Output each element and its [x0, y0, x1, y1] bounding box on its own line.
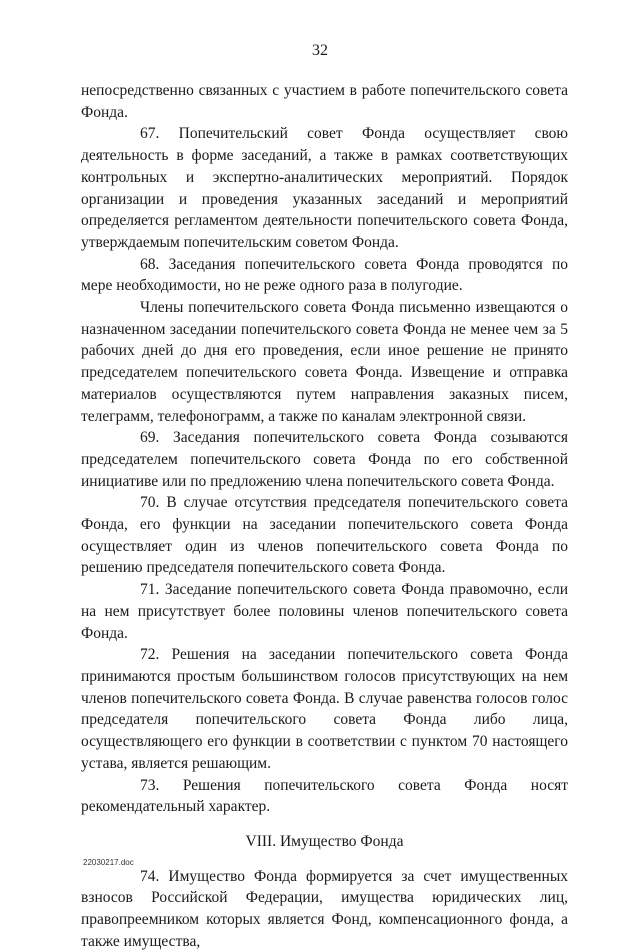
footer-file-code: 22030217.doc: [83, 858, 134, 867]
page-number: 32: [312, 42, 328, 59]
paragraph-continuation: непосредственно связанных с участием в работе попечительского совета Фонда.: [81, 82, 568, 121]
paragraph-71: 71. Заседание попечительского совета Фонда правомочно, если на нем присутствует более половины членов попечительского совета Фонда.: [81, 581, 568, 642]
paragraph-72: 72. Решения на заседании попечительского совета Фонда принимаются простым большинством голосов присутствующих на нем членов попечительского совета Фонда. В случае равенства голосов голос председателя попечительского совета Фонда либо лица, осуществляющего его функции в соответствии с пунктом 70 настоящего устава, является решающим.: [81, 646, 568, 772]
paragraph-69: 69. Заседания попечительского совета Фонда созываются председателем попечительского совета Фонда по его собственной инициативе или по предложению члена попечительского совета Фонда.: [81, 429, 568, 490]
paragraph-73: 73. Решения попечительского совета Фонда носят рекомендательный характер.: [81, 776, 568, 816]
paragraph-notification: Члены попечительского совета Фонда письменно извещаются о назначенном заседании попечительского совета Фонда не менее чем за 5 рабочих дней до дня его проведения, если иное решение не принято председателем попечительского совета Фонда. Извещение и отправка материалов осуществляются путем направления заказных писем, телеграмм, телефонограмм, а также по каналам электронной связи.: [81, 299, 568, 425]
paragraph-67: 67. Попечительский совет Фонда осуществляет свою деятельность в форме заседаний, а также в рамках соответствующих контрольных и экспертно-аналитических мероприятий. Порядок организации и проведения указанных заседаний и мероприятий определяется регламентом деятельности попечительского совета Фонда, утверждаемым попечительским советом Фонда.: [81, 125, 568, 251]
paragraph-74: 74. Имущество Фонда формируется за счет имущественных взносов Российской Федерации, имущества юридических лиц, правопреемником которых является Фонд, компенсационного фонда, а также имущества,: [81, 867, 568, 950]
paragraph-68: 68. Заседания попечительского совета Фонда проводятся по мере необходимости, но не реже одного раза в полугодие.: [81, 255, 568, 295]
paragraph-70: 70. В случае отсутствия председателя попечительского совета Фонда, его функции на заседании попечительского совета Фонда осуществляет один из членов попечительского совета Фонда по решению председателя попечительского совета Фонда.: [81, 494, 568, 577]
section-heading: VIII. Имущество Фонда: [245, 832, 404, 850]
document-body: [81, 80, 568, 952]
